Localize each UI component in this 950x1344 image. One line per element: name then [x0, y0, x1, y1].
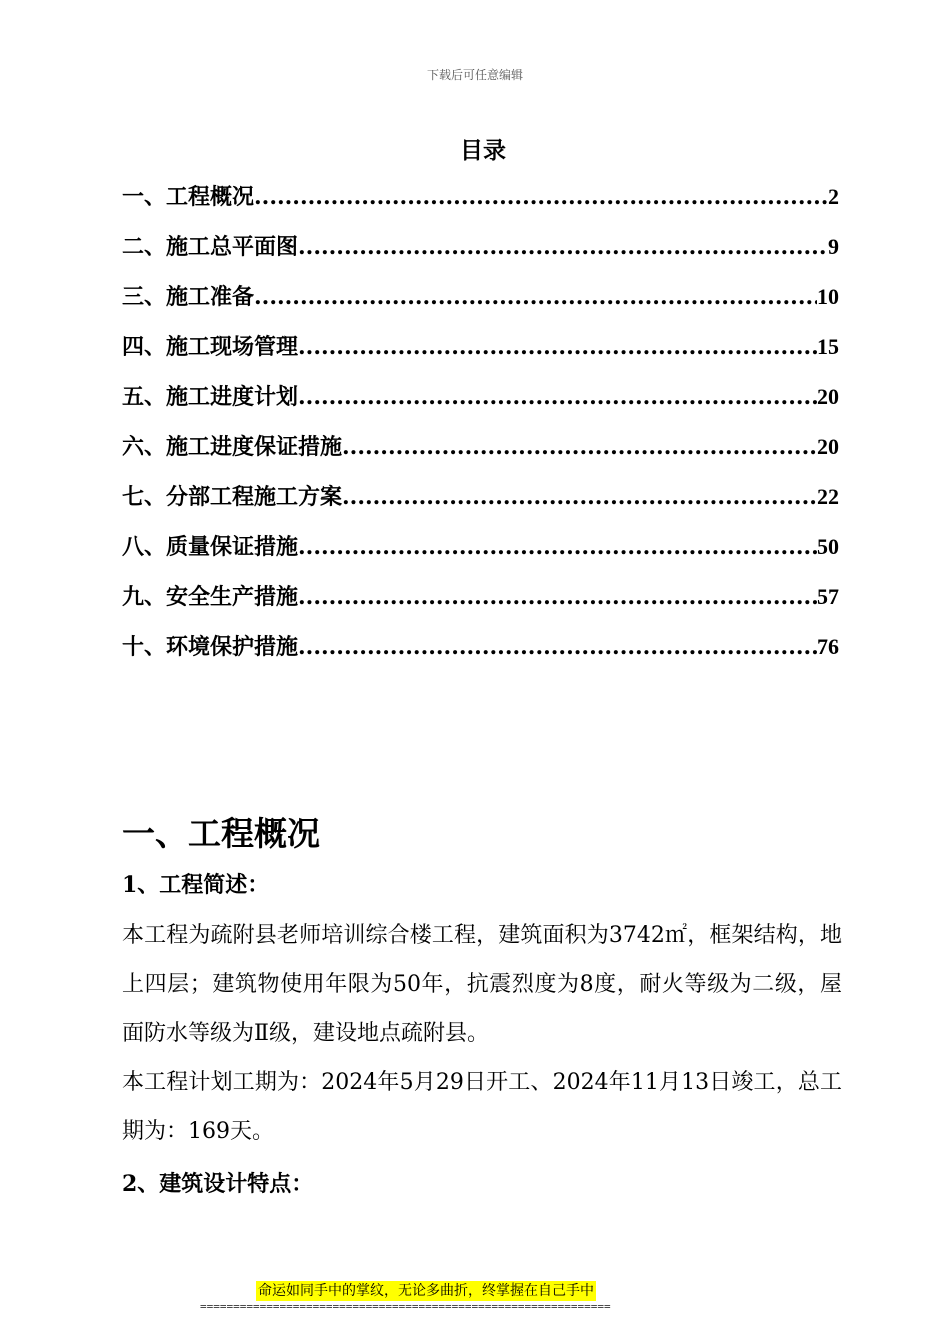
toc-item[interactable]: [122, 530, 839, 580]
table-of-contents: [122, 180, 839, 680]
toc-leader-dots: [254, 284, 817, 310]
toc-item[interactable]: [122, 630, 839, 680]
toc-item-label: 八、质量保证措施: [122, 534, 299, 560]
toc-title: 目录: [460, 137, 506, 164]
toc-item-page: 22: [817, 484, 839, 509]
toc-leader-dots: [298, 584, 817, 610]
toc-leader-dots: [342, 484, 817, 510]
toc-leader-dots: [298, 634, 817, 660]
toc-item-page: 20: [817, 384, 839, 409]
sub-heading-design-features: 2、建筑设计特点：: [122, 1171, 314, 1197]
footer-motto: 命运如同手中的掌纹，无论多曲折，终掌握在自己手中: [258, 1283, 594, 1299]
paragraph-schedule: 本工程计划工期为：2024年5月29日开工、2024年11月13日竣工，总工期为：169天。: [122, 1070, 842, 1144]
toc-item[interactable]: [122, 280, 839, 330]
toc-item-label: 六、施工进度保证措施: [122, 434, 343, 460]
toc-item-label: 四、施工现场管理: [122, 334, 299, 360]
header-note: 下载后可任意编辑: [426, 68, 523, 82]
toc-item[interactable]: [122, 480, 839, 530]
toc-leader-dots: [298, 334, 817, 360]
toc-item[interactable]: [122, 330, 839, 380]
toc-item-page: 10: [817, 284, 839, 309]
toc-item[interactable]: [122, 580, 839, 630]
toc-item-page: 50: [817, 534, 839, 559]
toc-leader-dots: [254, 184, 828, 210]
toc-item-page: 15: [817, 334, 839, 359]
toc-item-label: 五、施工进度计划: [122, 384, 299, 410]
toc-item-label: 十、环境保护措施: [122, 634, 299, 660]
toc-item-label: 一、工程概况: [122, 184, 255, 210]
toc-item-page: 57: [817, 584, 839, 609]
toc-item-page: 76: [817, 634, 839, 659]
toc-leader-dots: [298, 534, 817, 560]
toc-item-label: 三、施工准备: [122, 284, 255, 310]
toc-leader-dots: [298, 384, 817, 410]
toc-item-label: 七、分部工程施工方案: [122, 484, 343, 510]
paragraph-project-description: 本工程为疏附县老师培训综合楼工程，建筑面积为3742㎡，框架结构，地上四层；建筑物使用年限为50年，抗震烈度为8度，耐火等级为二级，屋面防水等级为Ⅱ级，建设地点疏附县。: [122, 923, 842, 1046]
footer-rule: ==============================================================: [200, 1300, 611, 1313]
toc-item-page: 2: [828, 184, 839, 209]
toc-item-page: 9: [828, 234, 839, 259]
sub-heading-overview: 1、工程简述：: [122, 872, 270, 898]
toc-leader-dots: [342, 434, 817, 460]
toc-item[interactable]: [122, 230, 839, 280]
toc-leader-dots: [298, 234, 828, 260]
section-heading: 一、工程概况: [122, 814, 320, 853]
toc-item[interactable]: [122, 430, 839, 480]
toc-item-label: 九、安全生产措施: [122, 584, 299, 610]
toc-item-page: 20: [817, 434, 839, 459]
toc-item[interactable]: [122, 380, 839, 430]
toc-item-label: 二、施工总平面图: [122, 234, 299, 260]
toc-item[interactable]: [122, 180, 839, 230]
